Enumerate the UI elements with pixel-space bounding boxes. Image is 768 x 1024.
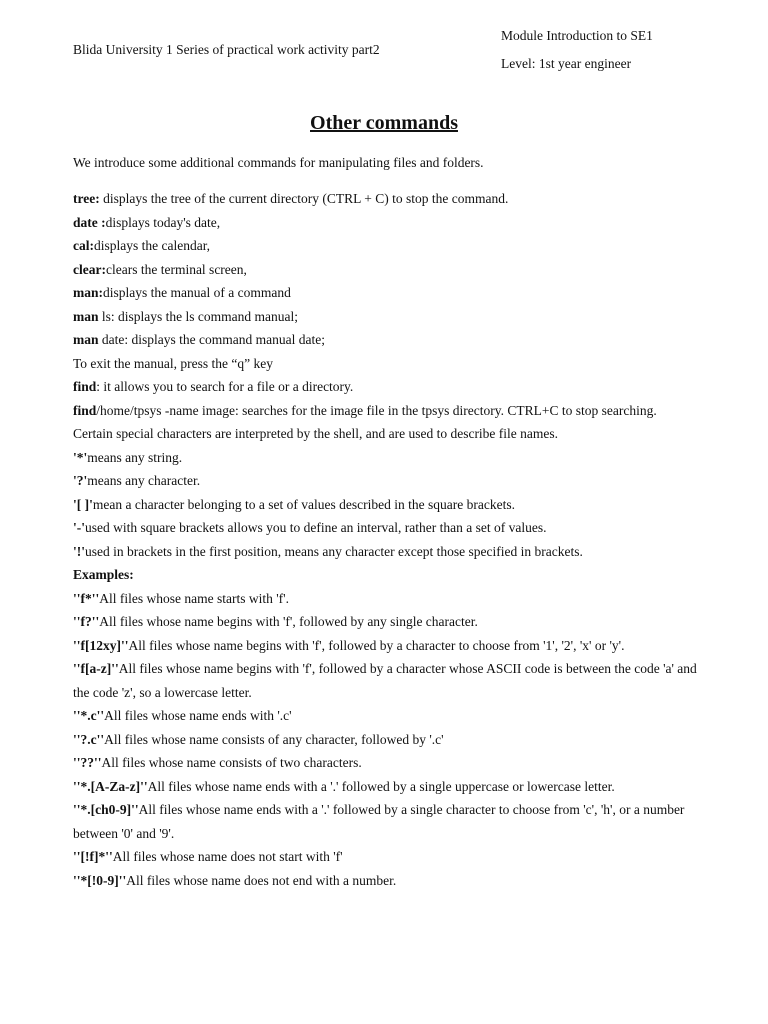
command-line [73,328,703,352]
command-term: man: [73,285,103,300]
command-description: clears the terminal screen, [105,261,247,277]
command-line [73,352,703,376]
command-description: : it allows you to search for a file or a directory. [96,379,354,394]
command-term: ''?.c'' [73,731,105,747]
command-line [73,516,703,540]
command-description: All files whose name consists of two characters. [101,755,362,770]
command-term: tree: [73,191,100,206]
command-description: displays the calendar, [94,238,211,253]
command-description: ls: displays the ls command manual; [98,308,298,324]
command-description: To exit the manual, press the “q” key [73,355,273,371]
command-line [73,446,703,470]
command-description: All files whose name starts with 'f'. [99,590,289,606]
command-description: means any string. [87,449,183,465]
command-term: ''*.[A-Za-z]'' [73,778,148,794]
command-line [73,610,703,634]
command-term: man [73,308,99,324]
command-term: find [73,379,97,394]
command-description: All files whose name begins with 'f', followed by any single character. [99,614,478,629]
command-description: All files whose name consists of any character, followed by '.c' [104,731,444,747]
command-term: ''??'' [73,755,102,770]
command-line [73,704,703,728]
command-description: All files whose name ends with a '.' followed by a single uppercase or lowercase letter. [147,778,615,794]
command-term: ''*[!0-9]'' [73,872,127,888]
command-line [73,869,703,893]
command-description: date: displays the command manual date; [98,332,325,347]
command-term: ''f[12xy]'' [73,637,129,653]
command-line [73,798,703,845]
command-term: cal: [73,238,94,253]
command-description: All files whose name ends with '.c' [104,708,292,723]
command-line [73,634,703,658]
command-term: ''*.[ch0-9]'' [73,802,139,817]
command-line [73,469,703,493]
page-title: Other commands [310,112,458,134]
command-line [73,751,703,775]
command-line [73,657,703,704]
command-description: displays today's date, [105,214,221,230]
command-term: '*' [73,449,88,465]
command-description: All files whose name begins with 'f', followed by a character to choose from '1', '2', 'x' or 'y'. [128,637,625,653]
command-term: find [73,402,97,418]
command-line [73,845,703,869]
command-line [73,399,703,423]
command-line [73,493,703,517]
command-description: Certain special characters are interpreted by the shell, and are used to describe file names. [73,426,559,441]
command-line [73,375,703,399]
command-line [73,258,703,282]
header-level: Level: 1st year engineer [501,56,632,71]
command-line [73,422,703,446]
header-module-info [501,22,653,78]
command-line [73,234,703,258]
command-description: All files whose name does not start with 'f' [112,849,343,864]
command-term: clear: [73,261,106,277]
command-term: '[ ]' [73,496,93,512]
command-line [73,728,703,752]
command-description: /home/tpsys -name image: searches for the image file in the tpsys directory. CTRL+C to stop searching. [96,402,657,418]
command-description: used with square brackets allows you to define an interval, rather than a set of values. [85,520,547,535]
command-term: date : [73,214,106,230]
command-line [73,775,703,799]
command-term: ''f?'' [73,614,100,629]
command-description: means any character. [87,473,201,488]
command-description: All files whose name ends with a '.' followed by a single character to choose from 'c', 'h', or a number between '0' and '9'. [73,802,685,841]
command-description: All files whose name begins with 'f', followed by a character whose ASCII code is between the code 'a' and the code 'z', so a lowercase letter. [73,661,697,700]
command-term: ''*.c'' [73,708,105,723]
command-line [73,587,703,611]
header-university: Blida University 1 Series of practical work activity part2 [73,42,380,57]
command-term: ''f[a-z]'' [73,661,119,676]
command-list [73,187,703,892]
command-description: All files whose name does not end with a number. [126,872,397,888]
command-description: displays the manual of a command [103,285,291,300]
command-line [73,563,703,587]
command-line [73,305,703,329]
command-line [73,187,703,211]
command-term: '-' [73,520,85,535]
command-term: '!' [73,543,85,559]
command-line [73,211,703,235]
command-line [73,281,703,305]
command-term: ''[!f]*'' [73,849,113,864]
command-description: used in brackets in the first position, means any character except those specified in brackets. [85,543,583,559]
command-term: man [73,332,99,347]
command-term: '?' [73,473,88,488]
command-term: Examples: [73,567,134,582]
command-line [73,540,703,564]
header-module: Module Introduction to SE1 [501,28,653,43]
intro-paragraph: We introduce some additional commands for manipulating files and folders. [73,155,484,170]
command-description: mean a character belonging to a set of values described in the square brackets. [92,496,515,512]
command-term: ''f*'' [73,590,100,606]
command-description: displays the tree of the current directory (CTRL + C) to stop the command. [99,191,509,206]
